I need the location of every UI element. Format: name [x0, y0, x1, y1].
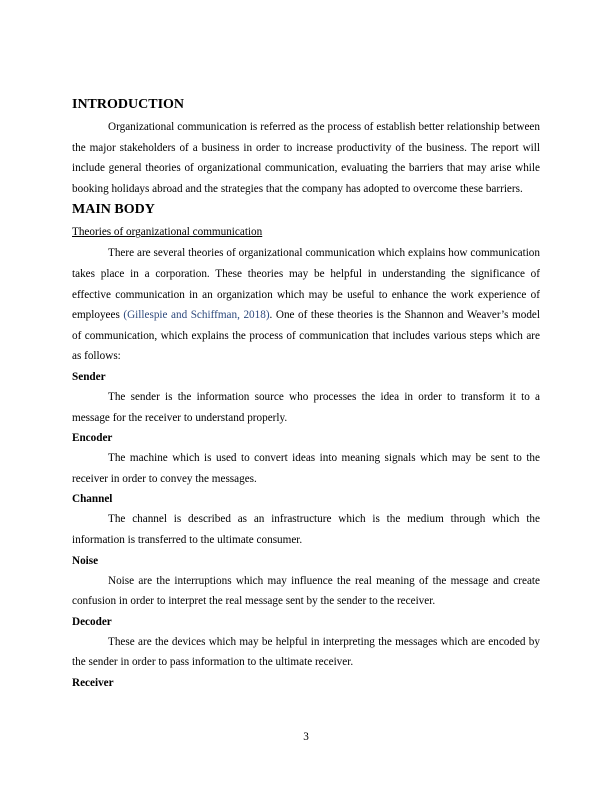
- theories-paragraph: [72, 243, 540, 367]
- decoder-paragraph: These are the devices which may be helpful in interpreting the messages which are encoded by the sender in order to pass information to the ultimate receiver.: [72, 635, 540, 669]
- sender-heading: Sender: [72, 370, 106, 383]
- citation-gillespie: (Gillespie and Schiffman, 2018): [123, 309, 270, 322]
- noise-paragraph: Noise are the interruptions which may influence the real meaning of the message and create confusion in order to interpret the real message sent by the sender to the receiver.: [72, 574, 540, 608]
- channel-heading: Channel: [72, 493, 113, 506]
- noise-heading: Noise: [72, 554, 99, 567]
- decoder-heading: Decoder: [72, 615, 112, 628]
- document-page: [72, 96, 540, 693]
- encoder-heading: Encoder: [72, 432, 113, 445]
- receiver-heading: Receiver: [72, 676, 114, 689]
- encoder-paragraph: The machine which is used to convert ideas into meaning signals which may be sent to the receiver in order to convey the messages.: [72, 452, 540, 485]
- theories-subheading: Theories of organizational communication: [72, 226, 263, 239]
- introduction-paragraph: Organizational communication is referred as the process of establish better relationship between the major stakeholders of a business in order to increase productivity of the business. The report will include general theories of organizational communication, evaluating the barriers that may arise while booking holidays abroad and the strategies that the company has adopted to overcome these barriers.: [72, 121, 540, 195]
- channel-paragraph: The channel is described as an infrastructure which is the medium through which the information is transferred to the ultimate consumer.: [72, 513, 540, 546]
- theories-text-part-1: There are several theories of organizational communication which explains how communication takes place in a corporation. These theories may be helpful in understanding the significance of effective communication in an organization which may be useful to enhance the work experience of employees: [72, 247, 540, 322]
- sender-paragraph: The sender is the information source who processes the idea in order to transform it to a message for the receiver to understand properly.: [72, 390, 540, 424]
- theories-text-part-2: . One of these theories is the Shannon and Weaver’s model of communication, which explains the process of communication that includes various steps which are as follows:: [72, 309, 540, 363]
- page-number: 3: [303, 731, 309, 743]
- main-body-heading: MAIN BODY: [72, 202, 155, 218]
- introduction-heading: INTRODUCTION: [72, 97, 185, 112]
